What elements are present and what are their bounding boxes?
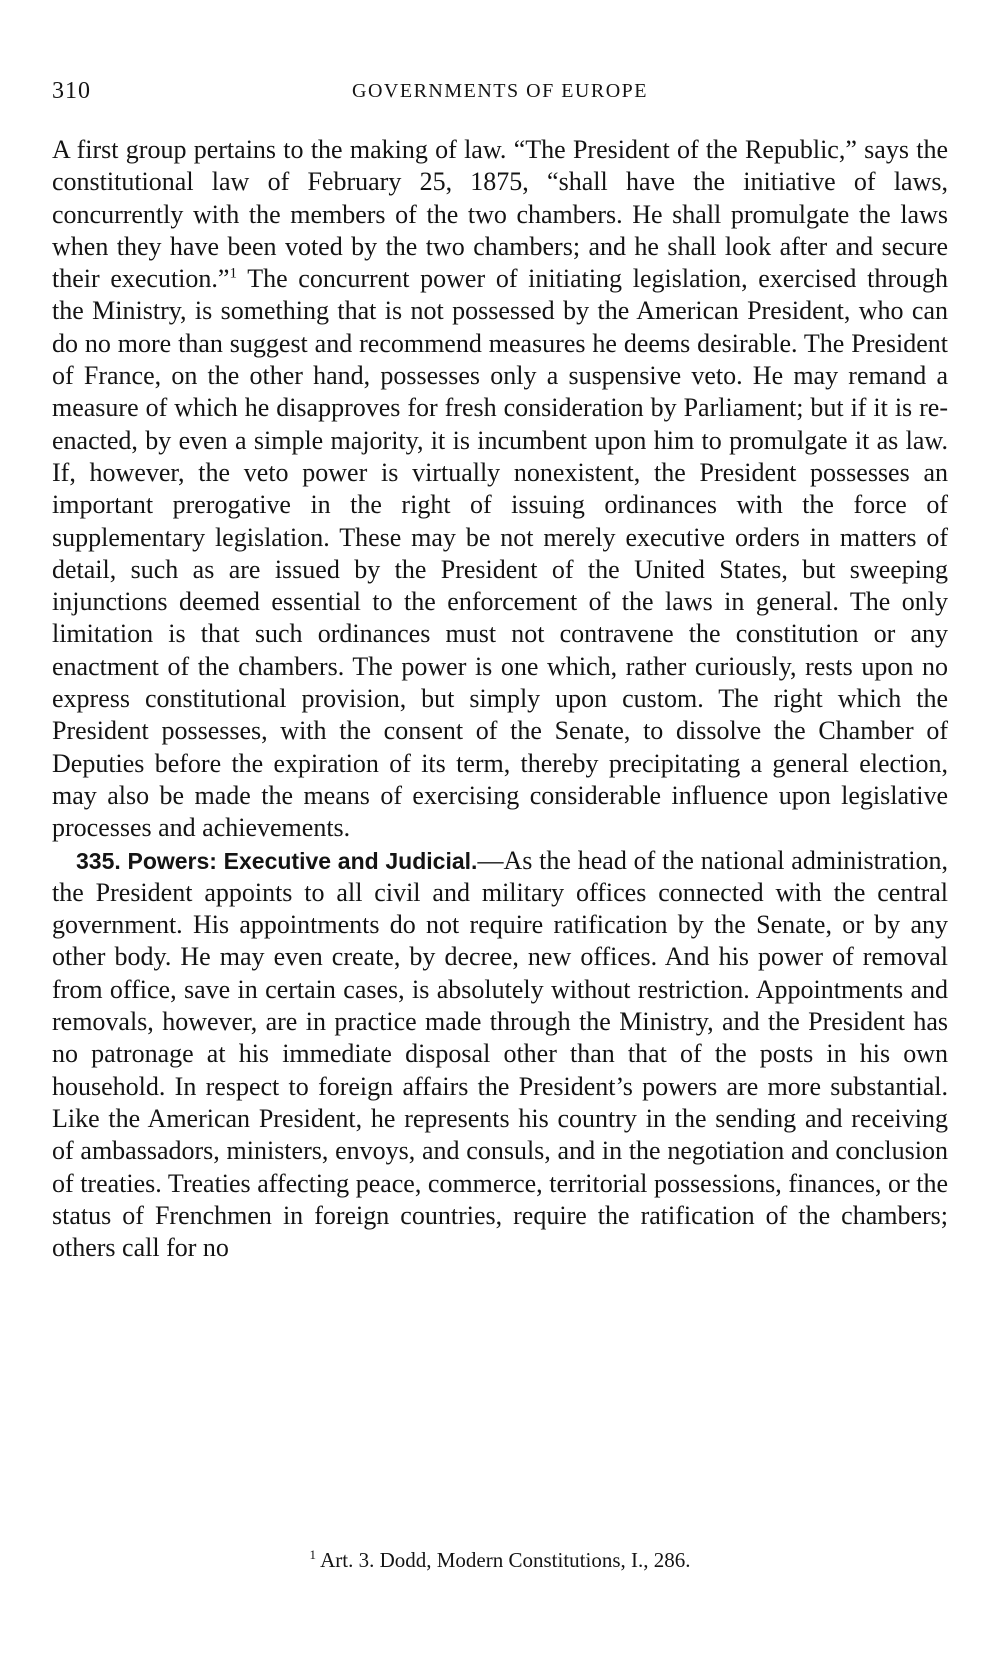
paragraph-text: —As the head of the national administration, the President appoints to all civil and military offices connected with the central government. His appointments do not require ratification by the Senate, or by any other body. He may even create, by decree, new offices. And his power of removal from office, save in certain cases, is absolutely without restriction. Appointments and removals, however, are in practice made through the Ministry, and the President has no patronage at his immediate disposal other than that of the posts in his own household. In respect to foreign affairs the President’s powers are more substantial. Like the American President, he represents his country in the sending and receiving of ambassadors, ministers, envoys, and consuls, and in the negotiation and conclusion of treaties. Treaties affecting peace, commerce, territorial possessions, finances, or the status of Frenchmen in foreign countries, require the ratification of the chambers; others call for no — [52, 845, 949, 1263]
paragraph-text-after-note: The concurrent power of initiating legislation, exercised through the Ministry, is something that is not possessed by the American President, who can do no more than suggest and recommend measures he deems desirable. The President of France, on the other hand, possesses only a suspensive veto. He may remand a measure of which he disapproves for fresh consideration by Parliament; but if it is re-enacted, by even a simple majority, it is incumbent upon him to promulgate it as law. If, however, the veto power is virtually nonexistent, the President possesses an important prerogative in the right of issuing ordinances with the force of supplementary legislation. These may be not merely executive orders in matters of detail, such as are issued by the President of the United States, but sweeping injunctions deemed essential to the enforcement of the laws in general. The only limitation is that such ordinances must not contravene the constitution or any enactment of the chambers. The power is one which, rather curiously, rests upon no express constitutional provision, but simply upon custom. The right which the President possesses, with the consent of the Senate, to dissolve the Chamber of Deputies before the expiration of its term, thereby precipitating a general election, may also be made the means of exercising considerable influence upon legislative processes and achievements. — [52, 264, 948, 843]
running-title: GOVERNMENTS OF EUROPE — [352, 80, 648, 102]
running-head — [52, 78, 948, 108]
footnote-reference-mark: 1 — [229, 265, 237, 282]
body-text — [52, 134, 948, 1264]
footnote-text: Art. 3. Dodd, Modern Constitutions, I., 286. — [320, 1548, 691, 1572]
section-heading: 335. Powers: Executive and Judicial. — [76, 847, 478, 874]
paragraph-text-before-note: A first group pertains to the making of law. “The President of the Republic,” says the constitutional law of February 25, 1875, “shall have the initiative of laws, concurrently with the members of the two chambers. He shall promulgate the laws when they have been voted by the two chambers; and he shall look after and secure their execution.” — [52, 135, 948, 294]
footnote — [52, 1548, 948, 1573]
page-number: 310 — [52, 78, 91, 104]
footnote-mark: 1 — [309, 1547, 316, 1562]
paragraph-executive-judicial-powers — [52, 845, 948, 1265]
book-page — [52, 0, 948, 1669]
paragraph-legislative-powers — [52, 134, 948, 845]
